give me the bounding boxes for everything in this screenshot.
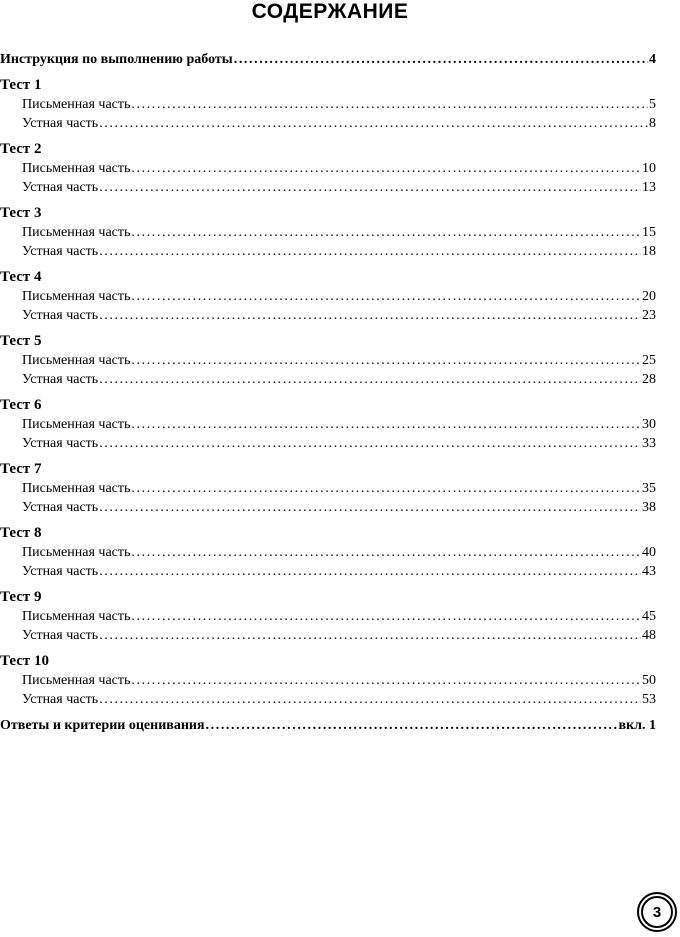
toc-entry-label: Ответы и критерии оценивания: [0, 718, 205, 733]
test-heading: Тест 9: [0, 589, 42, 605]
dot-leader: [99, 178, 641, 197]
test-section: [0, 268, 656, 325]
toc-entry-page: 45: [642, 609, 656, 624]
toc-entry-written: [0, 415, 656, 434]
test-heading: Тест 1: [0, 77, 42, 93]
toc-entry-intro: [0, 50, 656, 69]
toc-entry-label: Письменная часть: [22, 481, 131, 496]
dot-leader: [99, 242, 641, 261]
toc-entry-label: Письменная часть: [22, 161, 131, 176]
dot-leader: [99, 306, 641, 325]
toc-entry-written: [0, 287, 656, 306]
toc-entry-written: [0, 223, 656, 242]
toc-entry-oral: [0, 690, 656, 709]
dot-leader: [99, 114, 648, 133]
toc-entry-oral: [0, 178, 656, 197]
dot-leader: [99, 434, 641, 453]
toc-entry-written: [0, 479, 656, 498]
dot-leader: [131, 223, 641, 242]
toc-entry-oral: [0, 242, 656, 261]
dot-leader: [131, 671, 641, 690]
dot-leader: [131, 351, 641, 370]
test-heading: Тест 2: [0, 141, 42, 157]
test-heading: Тест 6: [0, 397, 42, 413]
toc-entry-answers: [0, 716, 656, 735]
test-heading: Тест 8: [0, 525, 42, 541]
toc-entry-page: 38: [642, 500, 656, 515]
dot-leader: [206, 716, 618, 735]
toc-entry-page: 30: [642, 417, 656, 432]
test-heading: Тест 5: [0, 333, 42, 349]
toc-entry-page: 28: [642, 372, 656, 387]
dot-leader: [131, 159, 641, 178]
toc-entry-page: 4: [649, 52, 656, 67]
toc-entry-label: Письменная часть: [22, 225, 131, 240]
dot-leader: [131, 543, 641, 562]
toc-entry-label: Устная часть: [22, 692, 99, 707]
test-heading: Тест 4: [0, 269, 42, 285]
toc-entry-oral: [0, 114, 656, 133]
toc-entry-label: Устная часть: [22, 180, 99, 195]
toc-entry-oral: [0, 626, 656, 645]
toc-entry-label: Письменная часть: [22, 545, 131, 560]
test-section: [0, 332, 656, 389]
toc-entry-oral: [0, 306, 656, 325]
test-section: [0, 396, 656, 453]
toc-entry-page: 5: [649, 97, 656, 112]
toc-entry-written: [0, 159, 656, 178]
test-section: [0, 652, 656, 709]
toc-entry-page: 40: [642, 545, 656, 560]
toc-entry-page: 23: [642, 308, 656, 323]
toc-entry-label: Письменная часть: [22, 673, 131, 688]
test-section: [0, 140, 656, 197]
toc-entry-page: 10: [642, 161, 656, 176]
dot-leader: [99, 690, 641, 709]
test-section: [0, 588, 656, 645]
dot-leader: [99, 370, 641, 389]
toc-entry-written: [0, 95, 656, 114]
toc-entry-label: Устная часть: [22, 436, 99, 451]
toc-entry-oral: [0, 562, 656, 581]
toc-entry-page: 20: [642, 289, 656, 304]
table-of-contents: [0, 50, 656, 735]
dot-leader: [131, 479, 641, 498]
toc-entry-page: 33: [642, 436, 656, 451]
toc-entry-page: 35: [642, 481, 656, 496]
toc-entry-oral: [0, 370, 656, 389]
toc-entry-page: 48: [642, 628, 656, 643]
dot-leader: [131, 415, 641, 434]
toc-entry-label: Устная часть: [22, 244, 99, 259]
toc-entry-oral: [0, 434, 656, 453]
test-section: [0, 524, 656, 581]
toc-entry-label: Устная часть: [22, 564, 99, 579]
toc-entry-page: 53: [642, 692, 656, 707]
dot-leader: [99, 498, 641, 517]
dot-leader: [131, 287, 641, 306]
toc-entry-label: Устная часть: [22, 116, 99, 131]
dot-leader: [131, 607, 641, 626]
toc-entry-label: Устная часть: [22, 628, 99, 643]
toc-entry-written: [0, 351, 656, 370]
toc-entry-written: [0, 543, 656, 562]
toc-entry-page: 43: [642, 564, 656, 579]
toc-entry-oral: [0, 498, 656, 517]
dot-leader: [234, 50, 648, 69]
dot-leader: [131, 95, 648, 114]
toc-entry-page: 50: [642, 673, 656, 688]
test-heading: Тест 7: [0, 461, 42, 477]
toc-entry-label: Письменная часть: [22, 97, 131, 112]
test-section: [0, 460, 656, 517]
test-list: [0, 76, 656, 709]
toc-entry-page: 8: [649, 116, 656, 131]
toc-entry-page: 18: [642, 244, 656, 259]
page-title: СОДЕРЖАНИЕ: [251, 0, 409, 23]
toc-entry-written: [0, 671, 656, 690]
test-section: [0, 204, 656, 261]
toc-entry-label: Письменная часть: [22, 417, 131, 432]
page-number: 3: [641, 896, 673, 928]
toc-entry-label: Письменная часть: [22, 289, 131, 304]
toc-entry-page: 15: [642, 225, 656, 240]
toc-entry-page: 25: [642, 353, 656, 368]
dot-leader: [99, 562, 641, 581]
test-heading: Тест 10: [0, 653, 50, 669]
toc-entry-label: Письменная часть: [22, 609, 131, 624]
toc-entry-written: [0, 607, 656, 626]
dot-leader: [99, 626, 641, 645]
toc-entry-label: Инструкция по выполнению работы: [0, 52, 233, 67]
test-section: [0, 76, 656, 133]
page-number-badge: [637, 892, 677, 932]
toc-entry-label: Устная часть: [22, 372, 99, 387]
toc-entry-label: Устная часть: [22, 308, 99, 323]
toc-entry-label: Устная часть: [22, 500, 99, 515]
test-heading: Тест 3: [0, 205, 42, 221]
toc-entry-page: 13: [642, 180, 656, 195]
toc-entry-page: вкл. 1: [618, 718, 656, 733]
toc-entry-label: Письменная часть: [22, 353, 131, 368]
